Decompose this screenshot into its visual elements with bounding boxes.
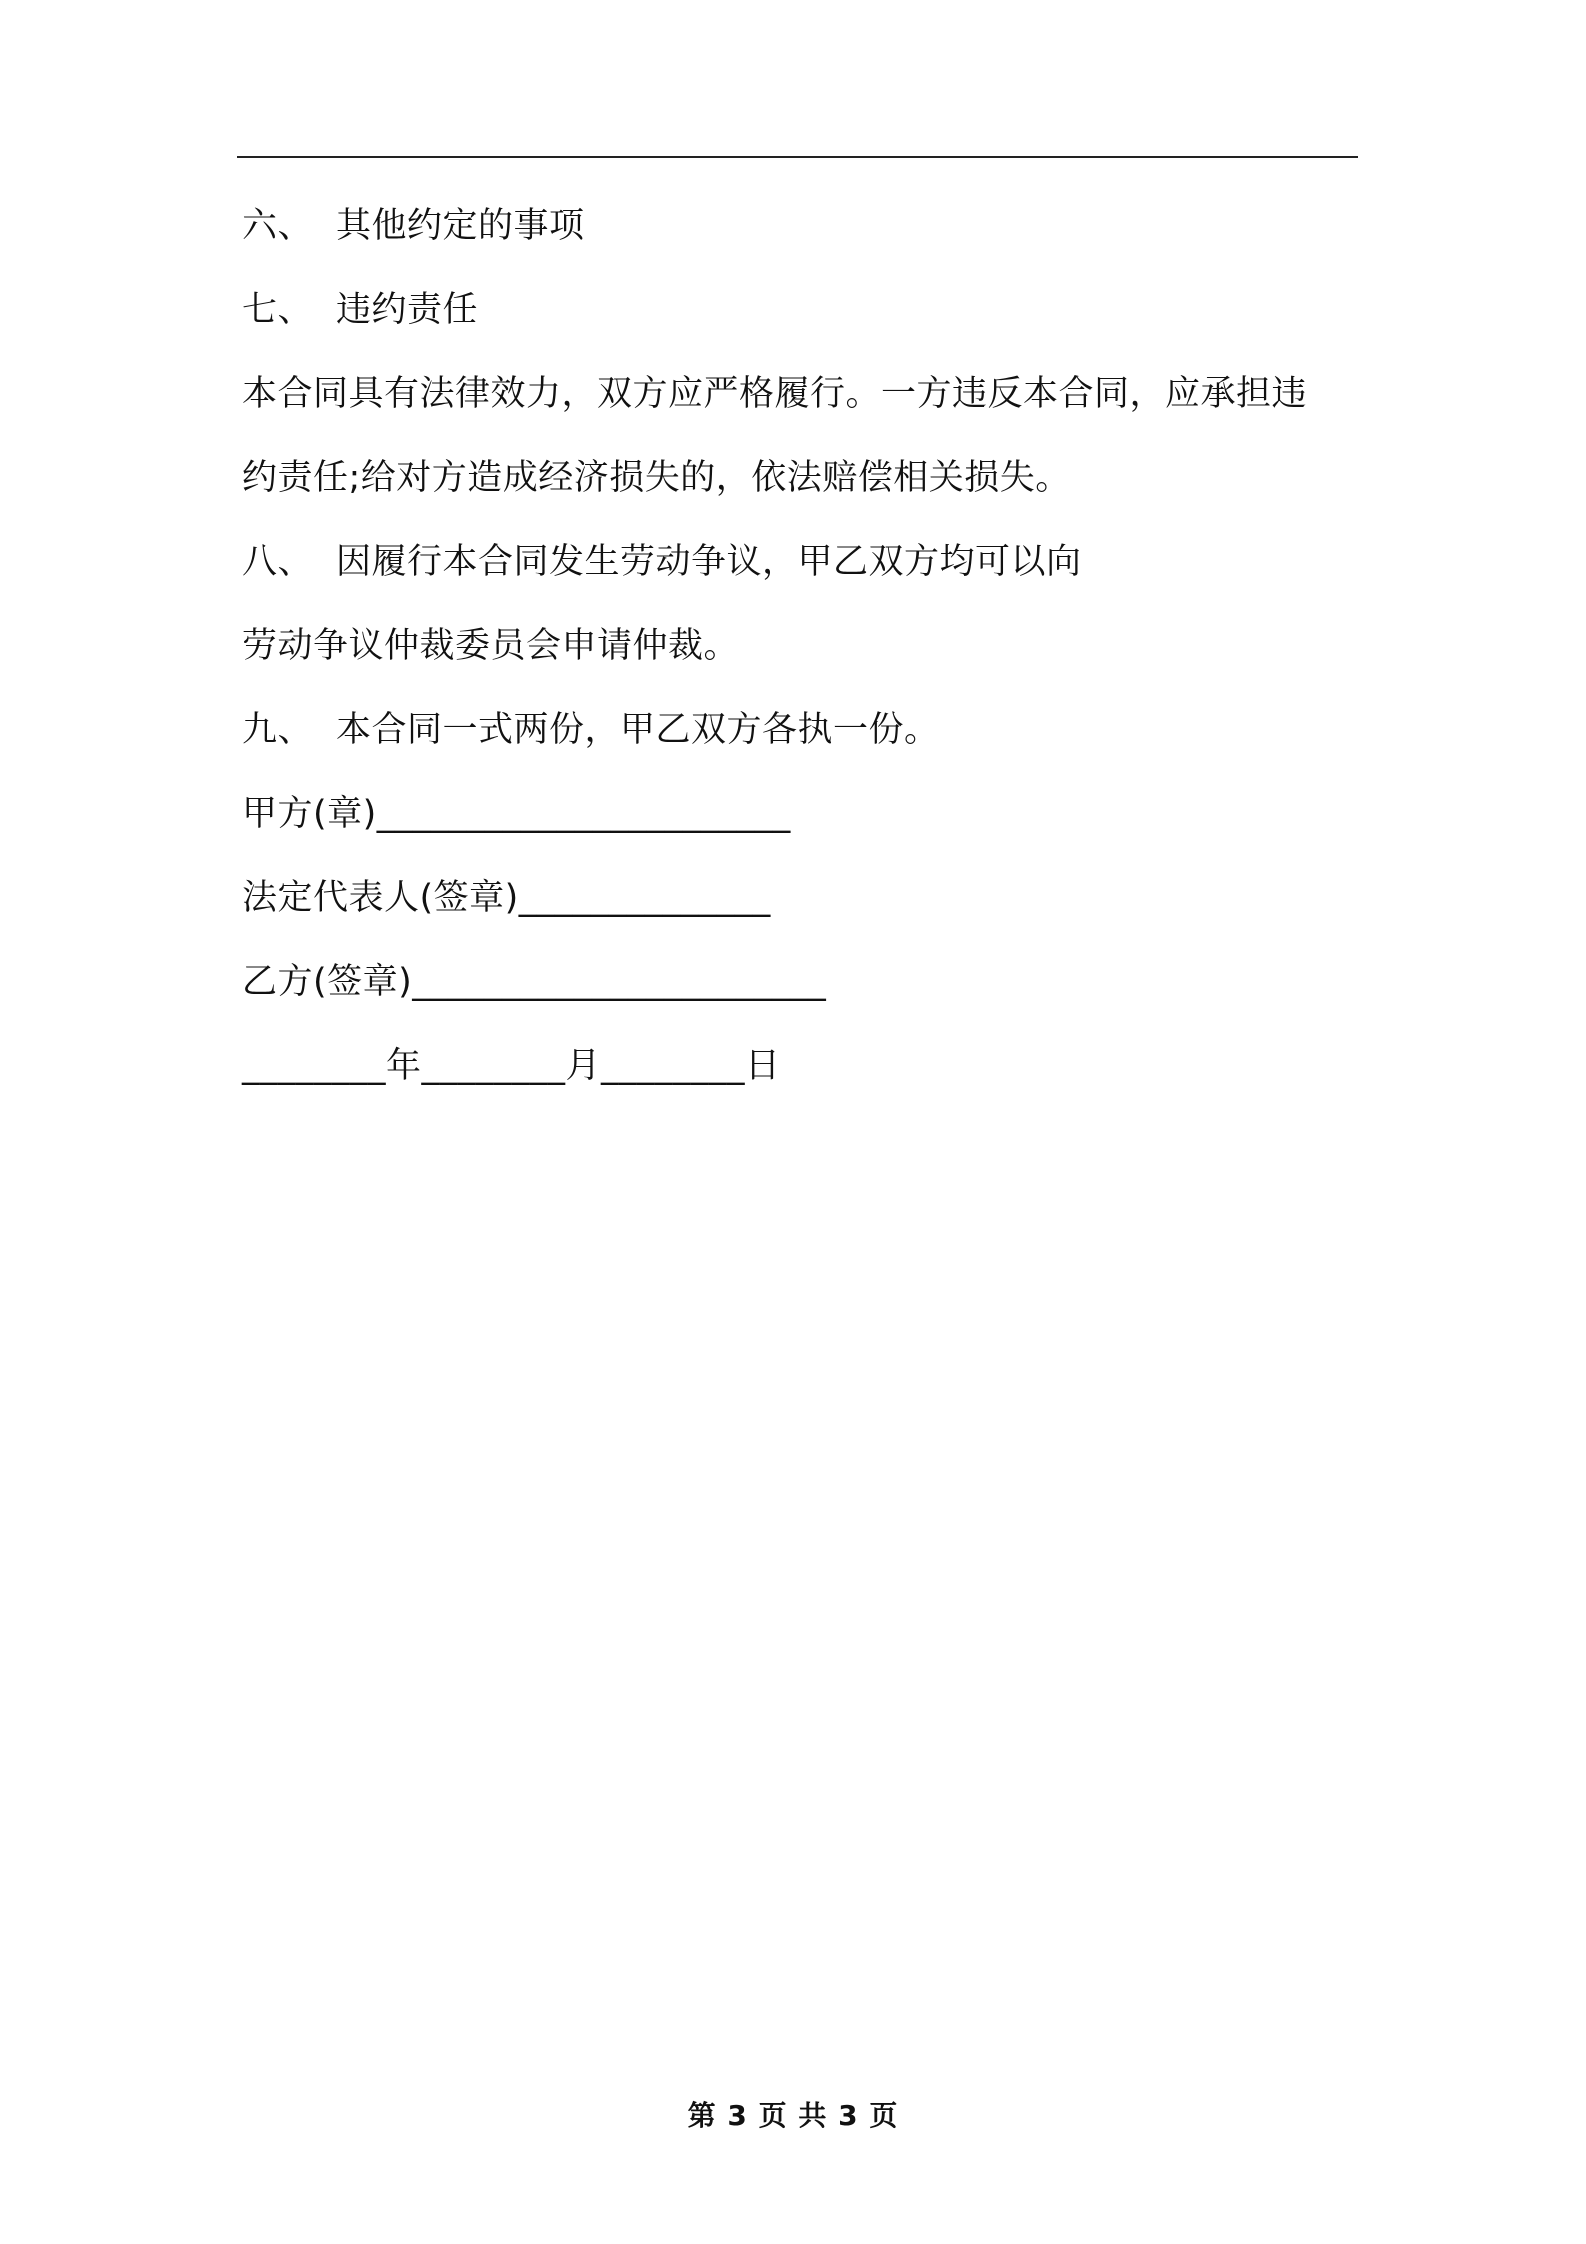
section-nine-text: 本合同一式两份，甲乙双方各执一份。 bbox=[336, 710, 940, 750]
section-six-title: 其他约定的事项 bbox=[336, 206, 585, 246]
section-six bbox=[242, 204, 585, 248]
section-six-number: 六、 bbox=[242, 206, 314, 246]
signature-party-b: 乙方(签章)_______________________ bbox=[242, 962, 827, 1002]
signature-legal-rep: 法定代表人(签章)______________ bbox=[242, 878, 771, 918]
liability-paragraph-line-2: 约责任;给对方造成经济损失的，依法赔偿相关损失。 bbox=[242, 458, 1071, 498]
section-eight-text: 因履行本合同发生劳动争议，甲乙双方均可以向 bbox=[336, 542, 1082, 582]
liability-paragraph-line-1: 本合同具有法律效力，双方应严格履行。一方违反本合同，应承担违 bbox=[242, 374, 1308, 414]
section-seven bbox=[242, 288, 478, 332]
header-rule bbox=[237, 156, 1358, 158]
signature-party-a: 甲方(章)_______________________ bbox=[242, 794, 791, 834]
section-nine-number: 九、 bbox=[242, 710, 314, 750]
section-seven-number: 七、 bbox=[242, 290, 314, 330]
section-eight bbox=[242, 540, 1082, 584]
section-nine bbox=[242, 708, 940, 752]
signature-date: ________年________月________日 bbox=[242, 1046, 781, 1086]
section-eight-continuation: 劳动争议仲裁委员会申请仲裁。 bbox=[242, 626, 740, 666]
section-seven-title: 违约责任 bbox=[336, 290, 479, 330]
section-eight-number: 八、 bbox=[242, 542, 314, 582]
page-footer: 第 3 页 共 3 页 bbox=[687, 2099, 899, 2132]
